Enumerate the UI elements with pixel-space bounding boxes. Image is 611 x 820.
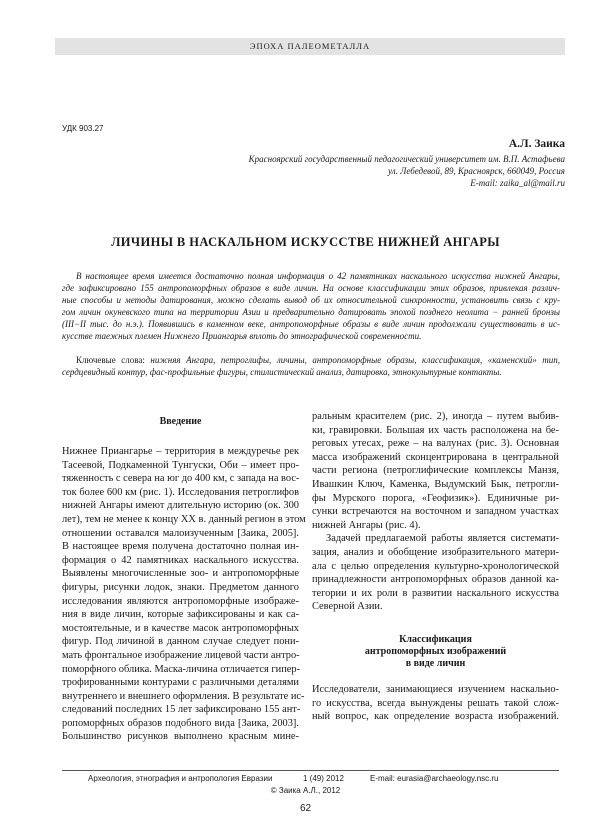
classification-heading (312, 634, 559, 670)
text-line: мать фронтальное изображение лицевой части антро- (62, 649, 300, 661)
text-line: ропоморфных образов подобного вида [Заика, 2003]. (62, 717, 299, 729)
author-affiliation: Красноярский государственный педагогический университет им. В.П. Астафьева (248, 154, 565, 164)
text-line: лет), тем не менее к концу XX в. данный регион в этом (62, 513, 306, 525)
abstract-line: ные способы и методы датирования, можно сделать вывод об их относительной синхронности, установить связь с кру- (62, 295, 560, 305)
text-line: масса изображений сконцентрирована в центральной (312, 451, 559, 463)
text-line: внутреннего и внешнего оформления. В результате ис- (62, 690, 305, 702)
right-column-continued (312, 683, 559, 724)
text-line: нижней Ангары имеют длительную историю (ок. 300 (62, 500, 299, 512)
text-line: ный вопрос, как определение возраста изображений. (312, 711, 559, 723)
text-line: реговых утесах, реже – на валунах (рис. 3). Основная (312, 438, 559, 450)
text-line: ки, гравировки. Большая их часть расположена на бе- (312, 424, 559, 436)
intro-heading: Введение (159, 416, 202, 427)
left-column (62, 445, 306, 744)
text-line: В настоящее время получена достаточно полная ин- (62, 541, 299, 553)
text-line: отношении оставался малоизученным [Заика, 2005]. (62, 527, 299, 539)
right-column (312, 410, 559, 614)
keywords-line: нижняя Ангара, петроглифы, личины, антропоморфные образы, классификация, «каменский» тип, (150, 355, 560, 365)
abstract-line: где зафиксировано 155 антропоморфных образов в виде личин. На основе классификации этих образов, привлекая различ- (62, 283, 560, 293)
section-header-band (55, 38, 565, 55)
footer-journal: Археология, этнография и антропология Евразии (88, 774, 273, 783)
text-line: Ивашкин Ключ, Каменка, Выдумский Бык, петрогли- (312, 478, 559, 490)
text-line: фы Мурского порога, «Геофизик»). Единичные ри- (312, 492, 559, 504)
text-line: фигуры, рисунки лодок, знаки. Предметом данного (62, 581, 299, 593)
text-line: Нижнее Приангарье – территория в междуречье рек (62, 446, 299, 457)
article-title: ЛИЧИНЫ В НАСКАЛЬНОМ ИСКУССТВЕ НИЖНЕЙ АНГАРЫ (111, 235, 500, 249)
udk-code: УДК 903.27 (62, 124, 104, 133)
footer-divider (62, 770, 559, 771)
text-line: части региона (петроглифические комплексы Манзя, (312, 465, 559, 477)
text-line: фигур. Под личиной в данном случае следует пони- (62, 636, 299, 648)
text-line: Задачей предлагаемой работы является системати- (326, 533, 559, 545)
text-line: сунки встречаются на восточном и западном участках (312, 506, 559, 518)
section-title: ЭПОХА ПАЛЕОМЕТАЛЛА (249, 41, 371, 51)
text-line: Большинство рисунков выполнено красным мине- (62, 731, 299, 743)
author-address: ул. Лебедевой, 89, Красноярск, 660049, Россия (388, 166, 565, 176)
heading-line: Классификация (399, 634, 472, 645)
text-line: нижней Ангары (рис. 4). (312, 519, 421, 531)
author-name: А.Л. Заика (508, 138, 565, 150)
text-line: ток более 600 км (рис. 1). Исследования петроглифов (62, 486, 299, 498)
text-line: следований последних 15 лет зафиксировано 155 ант- (62, 704, 301, 716)
keywords-line: сердцевидный контур, фас-профильные фигуры, стилистический анализ, датировка, этнокультурные контакты. (62, 367, 502, 377)
abstract-line: В настоящее время имеется достаточно полная информация о 42 памятниках наскального искусства нижней Ангары, (76, 271, 560, 281)
author-email: E-mail: zaika_al@mail.ru (470, 178, 565, 188)
heading-line: в виде личин (405, 658, 466, 669)
footer-email: E-mail: eurasia@archaeology.nsc.ru (370, 774, 499, 783)
text-line: поморфного облика. Маска-личина отличается гипер- (62, 663, 301, 675)
text-line: формация о 42 памятниках наскального искусства. (62, 554, 299, 566)
text-line: ала с целью определения культурно-хронологической (312, 560, 559, 572)
text-line: тяженность с севера на юг до 400 км, с запада на вос- (62, 473, 300, 485)
text-line: ральным красителем (рис. 2), иногда – путем выбив- (312, 411, 559, 422)
abstract-line: (III−II тыс. до н.э.). Появившись в каменном веке, антропоморфные образы в виде личин продолжали существовать в ис- (62, 319, 560, 329)
abstract-line: гом личин окуневского типа на территории Азии и предварительно датировать эпохой позднего неолита − ранней бронзы (62, 307, 560, 317)
footer-issue: 1 (49) 2012 (303, 774, 344, 783)
footer-copyright: © Заика А.Л., 2012 (270, 786, 341, 795)
text-line: зация, анализ и обобщение изобразительного матери- (312, 546, 559, 558)
page-number: 62 (299, 803, 312, 814)
text-line: Северной Азии. (312, 601, 383, 613)
heading-line: антропоморфных изображений (364, 646, 507, 657)
text-line: исследования являются антропоморфные изображе- (62, 595, 299, 607)
abstract-line: кусстве таежных племен Нижнего Приангарья вплоть до этнографической современности. (62, 331, 422, 341)
text-line: го искусства, всегда вынуждены решать такой слож- (312, 697, 559, 709)
keywords-label: Ключевые слова: (76, 355, 145, 365)
text-line: принадлежности антропоморфных образов данной ка- (312, 574, 559, 586)
abstract (62, 270, 560, 342)
text-line: трофированными контурами с различными деталями (62, 677, 299, 689)
keywords (62, 354, 560, 378)
text-line: тегории и их роли в развитии наскального искусства (312, 587, 559, 599)
text-line: мостоятельные, и в качестве масок антропоморфных (62, 622, 299, 634)
text-line: Выявлены многочисленные зоо- и антропоморфные (62, 568, 299, 580)
text-line: Исследователи, занимающиеся изучением наскально- (312, 684, 559, 695)
text-line: Тасеевой, Подкаменной Тунгуски, Оби – имеет про- (62, 459, 299, 471)
text-line: ния в виде личин, которые зафиксированы и как са- (62, 609, 299, 621)
